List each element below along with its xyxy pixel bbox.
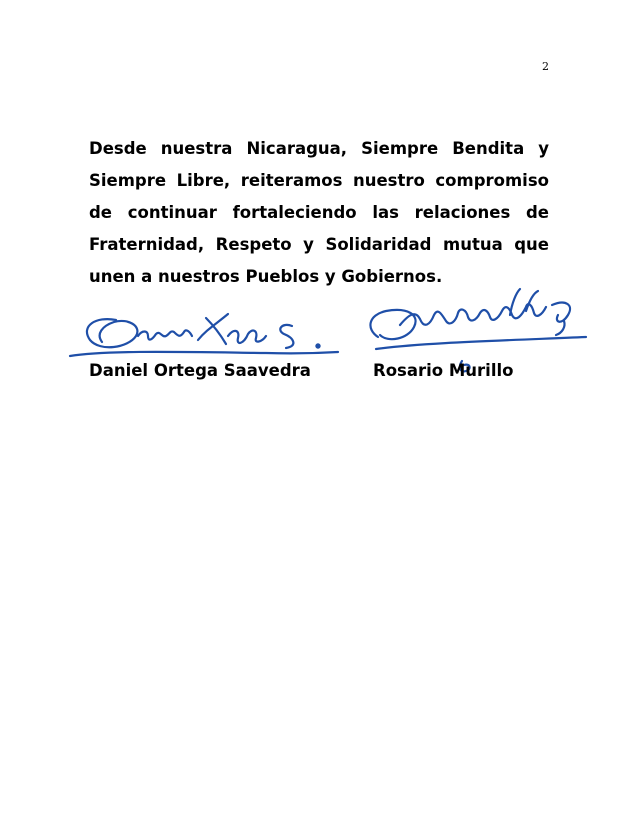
page-number: 2 [542,60,549,73]
letter-paragraph: Desde nuestra Nicaragua, Siempre Bendita y Siempre Libre, reiteramos nuestro compromiso de continuar fortaleciendo las relaciones de Fraternidad, Respeto y Solidaridad mutua que unen a nuestros Pueblos y Gobiernos. [89,139,549,286]
signature-daniel-ortega [66,300,346,368]
signer-name-rosario-murillo: Rosario Murillo [373,361,514,380]
signer-name-daniel-ortega: Daniel Ortega Saavedra [89,361,311,380]
